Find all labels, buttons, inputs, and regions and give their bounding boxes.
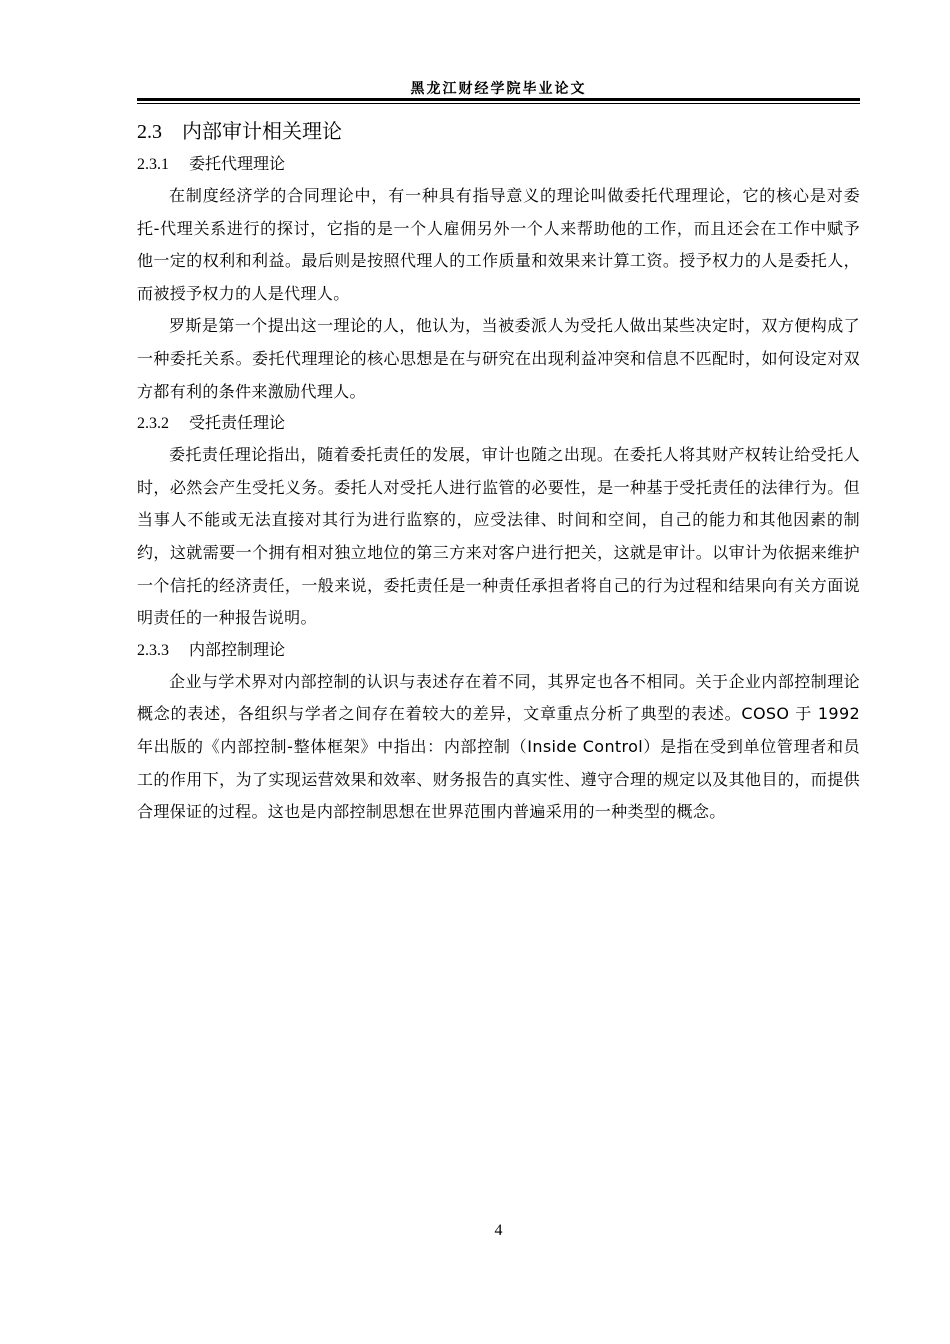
subsection-title: 内部控制理论 (189, 639, 286, 659)
subsection-number: 2.3.3 (137, 641, 169, 659)
page-number: 4 (494, 1222, 503, 1239)
subsection-title: 受托责任理论 (189, 413, 286, 433)
subsection-title: 委托代理理论 (189, 154, 286, 173)
subsection-number: 2.3.2 (137, 415, 169, 433)
section-title: 内部审计相关理论 (182, 119, 342, 143)
subsection-heading (137, 635, 860, 666)
running-header: 黑龙江财经学院毕业论文 (410, 81, 587, 97)
body-paragraph: 罗斯是第一个提出这一理论的人，他认为，当被委派人为受托人做出某些决定时，双方便构成了一种委托关系。委托代理理论的核心思想是在与研究在出现利益冲突和信息不匹配时，如何设定对双方都有利的条件来激励代理人。 (137, 316, 860, 401)
page-content (137, 114, 860, 829)
header-rule-thin (137, 103, 860, 104)
subsection-number: 2.3.1 (137, 156, 169, 173)
section-number: 2.3 (137, 121, 162, 143)
body-paragraph: 企业与学术界对内部控制的认识与表述存在着不同，其界定也各不相同。关于企业内部控制理论概念的表述，各组织与学者之间存在着较大的差异，文章重点分析了典型的表述。COSO 于 1992 年出版的《内部控制-整体框架》中指出：内部控制（Inside Control）是指在受到单位管理者和员工的作用下，为了实现运营效果和效率、财务报告的真实性、遵守合理的规定以及其他目的，而提供合理保证的过程。这也是内部控制思想在世界范围内普遍采用的一种类型的概念。 (137, 671, 860, 822)
section-heading (137, 114, 860, 149)
header-rule-thick (137, 98, 860, 101)
body-paragraph: 在制度经济学的合同理论中，有一种具有指导意义的理论叫做委托代理理论，它的核心是对委托-代理关系进行的探讨，它指的是一个人雇佣另外一个人来帮助他的工作，而且还会在工作中赋予他一定的权利和利益。最后则是按照代理人的工作质量和效果来计算工资。授予权力的人是委托人，而被授予权力的人是代理人。 (137, 186, 860, 303)
subsection-heading (137, 408, 860, 439)
subsection-heading (137, 149, 860, 180)
body-paragraph: 委托责任理论指出，随着委托责任的发展，审计也随之出现。在委托人将其财产权转让给受托人时，必然会产生受托义务。委托人对受托人进行监管的必要性，是一种基于受托责任的法律行为。但当事人不能或无法直接对其行为进行监察的，应受法律、时间和空间，自己的能力和其他因素的制约，这就需要一个拥有相对独立地位的第三方来对客户进行把关，这就是审计。以审计为依据来维护一个信托的经济责任，一般来说，委托责任是一种责任承担者将自己的行为过程和结果向有关方面说明责任的一种报告说明。 (137, 445, 860, 628)
